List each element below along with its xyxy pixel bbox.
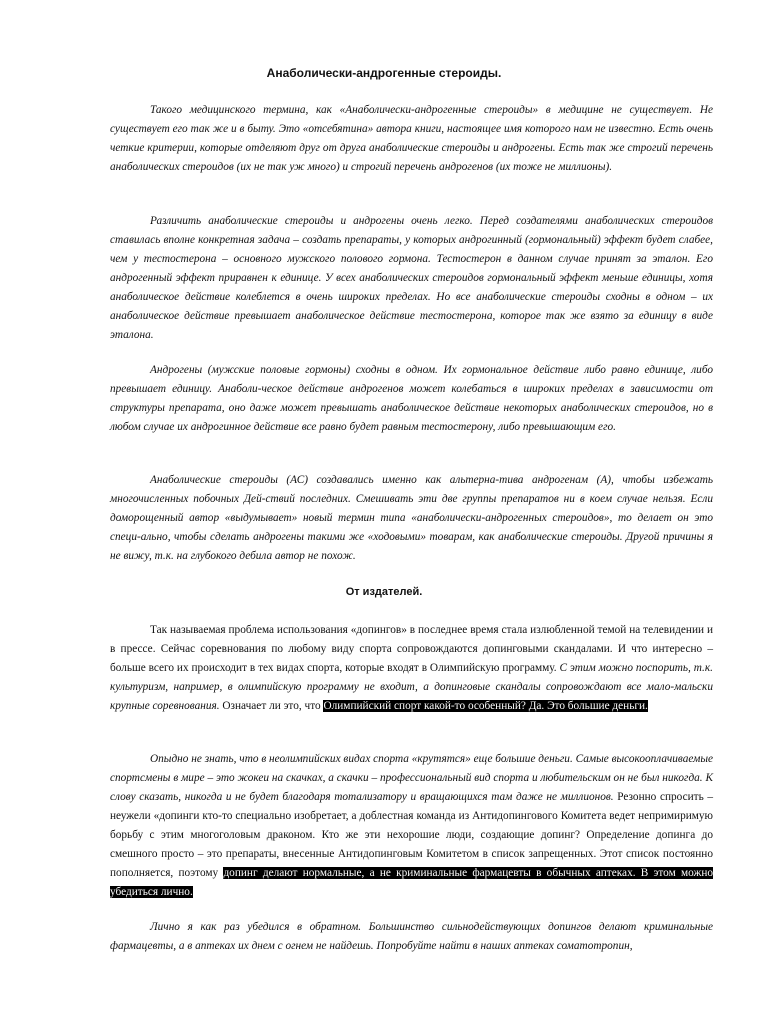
doping-problem-comment: С этим можно поспорить, т.к. культуризм, например, в олимпийскую программу не входит, а допинговые скандалы сопровождают все мало-мальски крупные соревнования. (110, 662, 713, 712)
paragraph-money (110, 750, 713, 902)
highlighted-text: допинг делают нормальные, а не криминальные фармацевты в обычных аптеках. В этом можно убедиться лично. (110, 867, 714, 898)
paragraph-intro: Такого медицинского термина, как «Анаболически-андрогенные стероиды» в медицине не существует. Не существует его так же и в быту. Это «отсебятина» автора книги, настоящее имя которого нам не известно. Есть очень четкие критерии, которые отделяют друг от друга анаболические стероиды и андрогены. Есть так же строгий перечень анаболических стероидов (их не так уж много) и строгий перечень андрогенов (их тоже не миллионы). (110, 104, 713, 173)
money-comment: Опыдно не знать, что в неолимпийских видах спорта «крутятся» еще большие деньги. Самые высокооплачиваемые спортсмены в мире – это жокеи на скачках, а скачки – профессиональный вид спорта и любительским он не был никогда. К слову сказать, никогда и не будет благодаря тотализатору и вращающихся там даже не миллионов. (110, 753, 713, 803)
money-text: Резонно спросить – неужели «допинги кто-то специально изобретает, а доблестная команда из Антидопингового Комитета ведет непримиримую борьбу с этим многоголовым драконом. Кто же эти нехорошие люди, создающие допинг? Определение допинга до смешного просто – это препараты, внесенные Антидопинговым Комитетом в список запрещенных. Этот список постоянно пополняется, поэтому (110, 791, 714, 879)
document-title: Анаболически-андрогенные стероиды. (266, 66, 502, 80)
paragraph-androgens: Андрогены (мужские половые гормоны) сходны в одном. Их гормональное действие либо равно единице, либо превышает единицу. Анаболи-ческое действие андрогенов может колебаться в широких пределах в зависимости от структуры препарата, оно даже может превышать анаболическое действие некоторых анаболических стероидов, но в любом случае их андрогинное действие все равно будет равным тестостерону, либо превышающим его. (110, 364, 713, 433)
doping-problem-text: Так называемая проблема использования «допингов» в последнее время стала излюбленной темой на телевидении и в прессе. Сейчас соревнования по любому виду спорта сопровождаются допинговыми скандалами. И что интересно – больше всего их происходит в тех видах спорта, которые входят в Олимпийскую программу. (110, 624, 713, 674)
doping-problem-question: Означает ли это, что (222, 700, 321, 712)
section-heading: От издателей. (345, 586, 423, 598)
paragraph-alternative: Анаболические стероиды (АС) создавались именно как альтерна-тива андрогенам (А), чтобы избежать многочисленных побочных Дей-ствий последних. Смешивать эти две группы препаратов ни в коем случае нельзя. Если доморощенный автор «выдумывает» новый термин типа «анаболически-андрогенных стероидов», то делает он это специ-ально, чтобы сделать андрогены такими же «ходовыми» товарам, как анаболические стероиды. Другой причины я не вижу, т.к. на глубокого дебила автор не похож. (110, 474, 713, 562)
paragraph-doping-problem (110, 621, 713, 716)
paragraph-difference: Различить анаболические стероиды и андрогены очень легко. Перед создателями анаболических стероидов ставилась вполне конкретная задача – создать препараты, у которых андрогинный (гормональный) эффект будет слабее, чем у тестостерона – основного мужского полового гормона. Тестостерон в данном случае принят за эталон. Его андрогенный эффект приравнен к единице. У всех анаболических стероидов гормональный эффект меньше единицы, хотя анаболическое действие колеблется в очень широких пределах. Но все анаболические стероиды сходны в одном – их анаболическое действие превышает анаболическое действие тестостерона, которое так же взято за единицу в виде эталона. (110, 215, 713, 341)
paragraph-personal: Лично я как раз убедился в обратном. Большинство сильнодействующих допингов делают криминальные фармацевты, а в аптеках их днем с огнем не найдешь. Попробуйте найти в наших аптеках соматотропин, (110, 921, 713, 952)
highlighted-text: Олимпийский спорт какой-то особенный? Да. Это большие деньги. (323, 700, 648, 712)
